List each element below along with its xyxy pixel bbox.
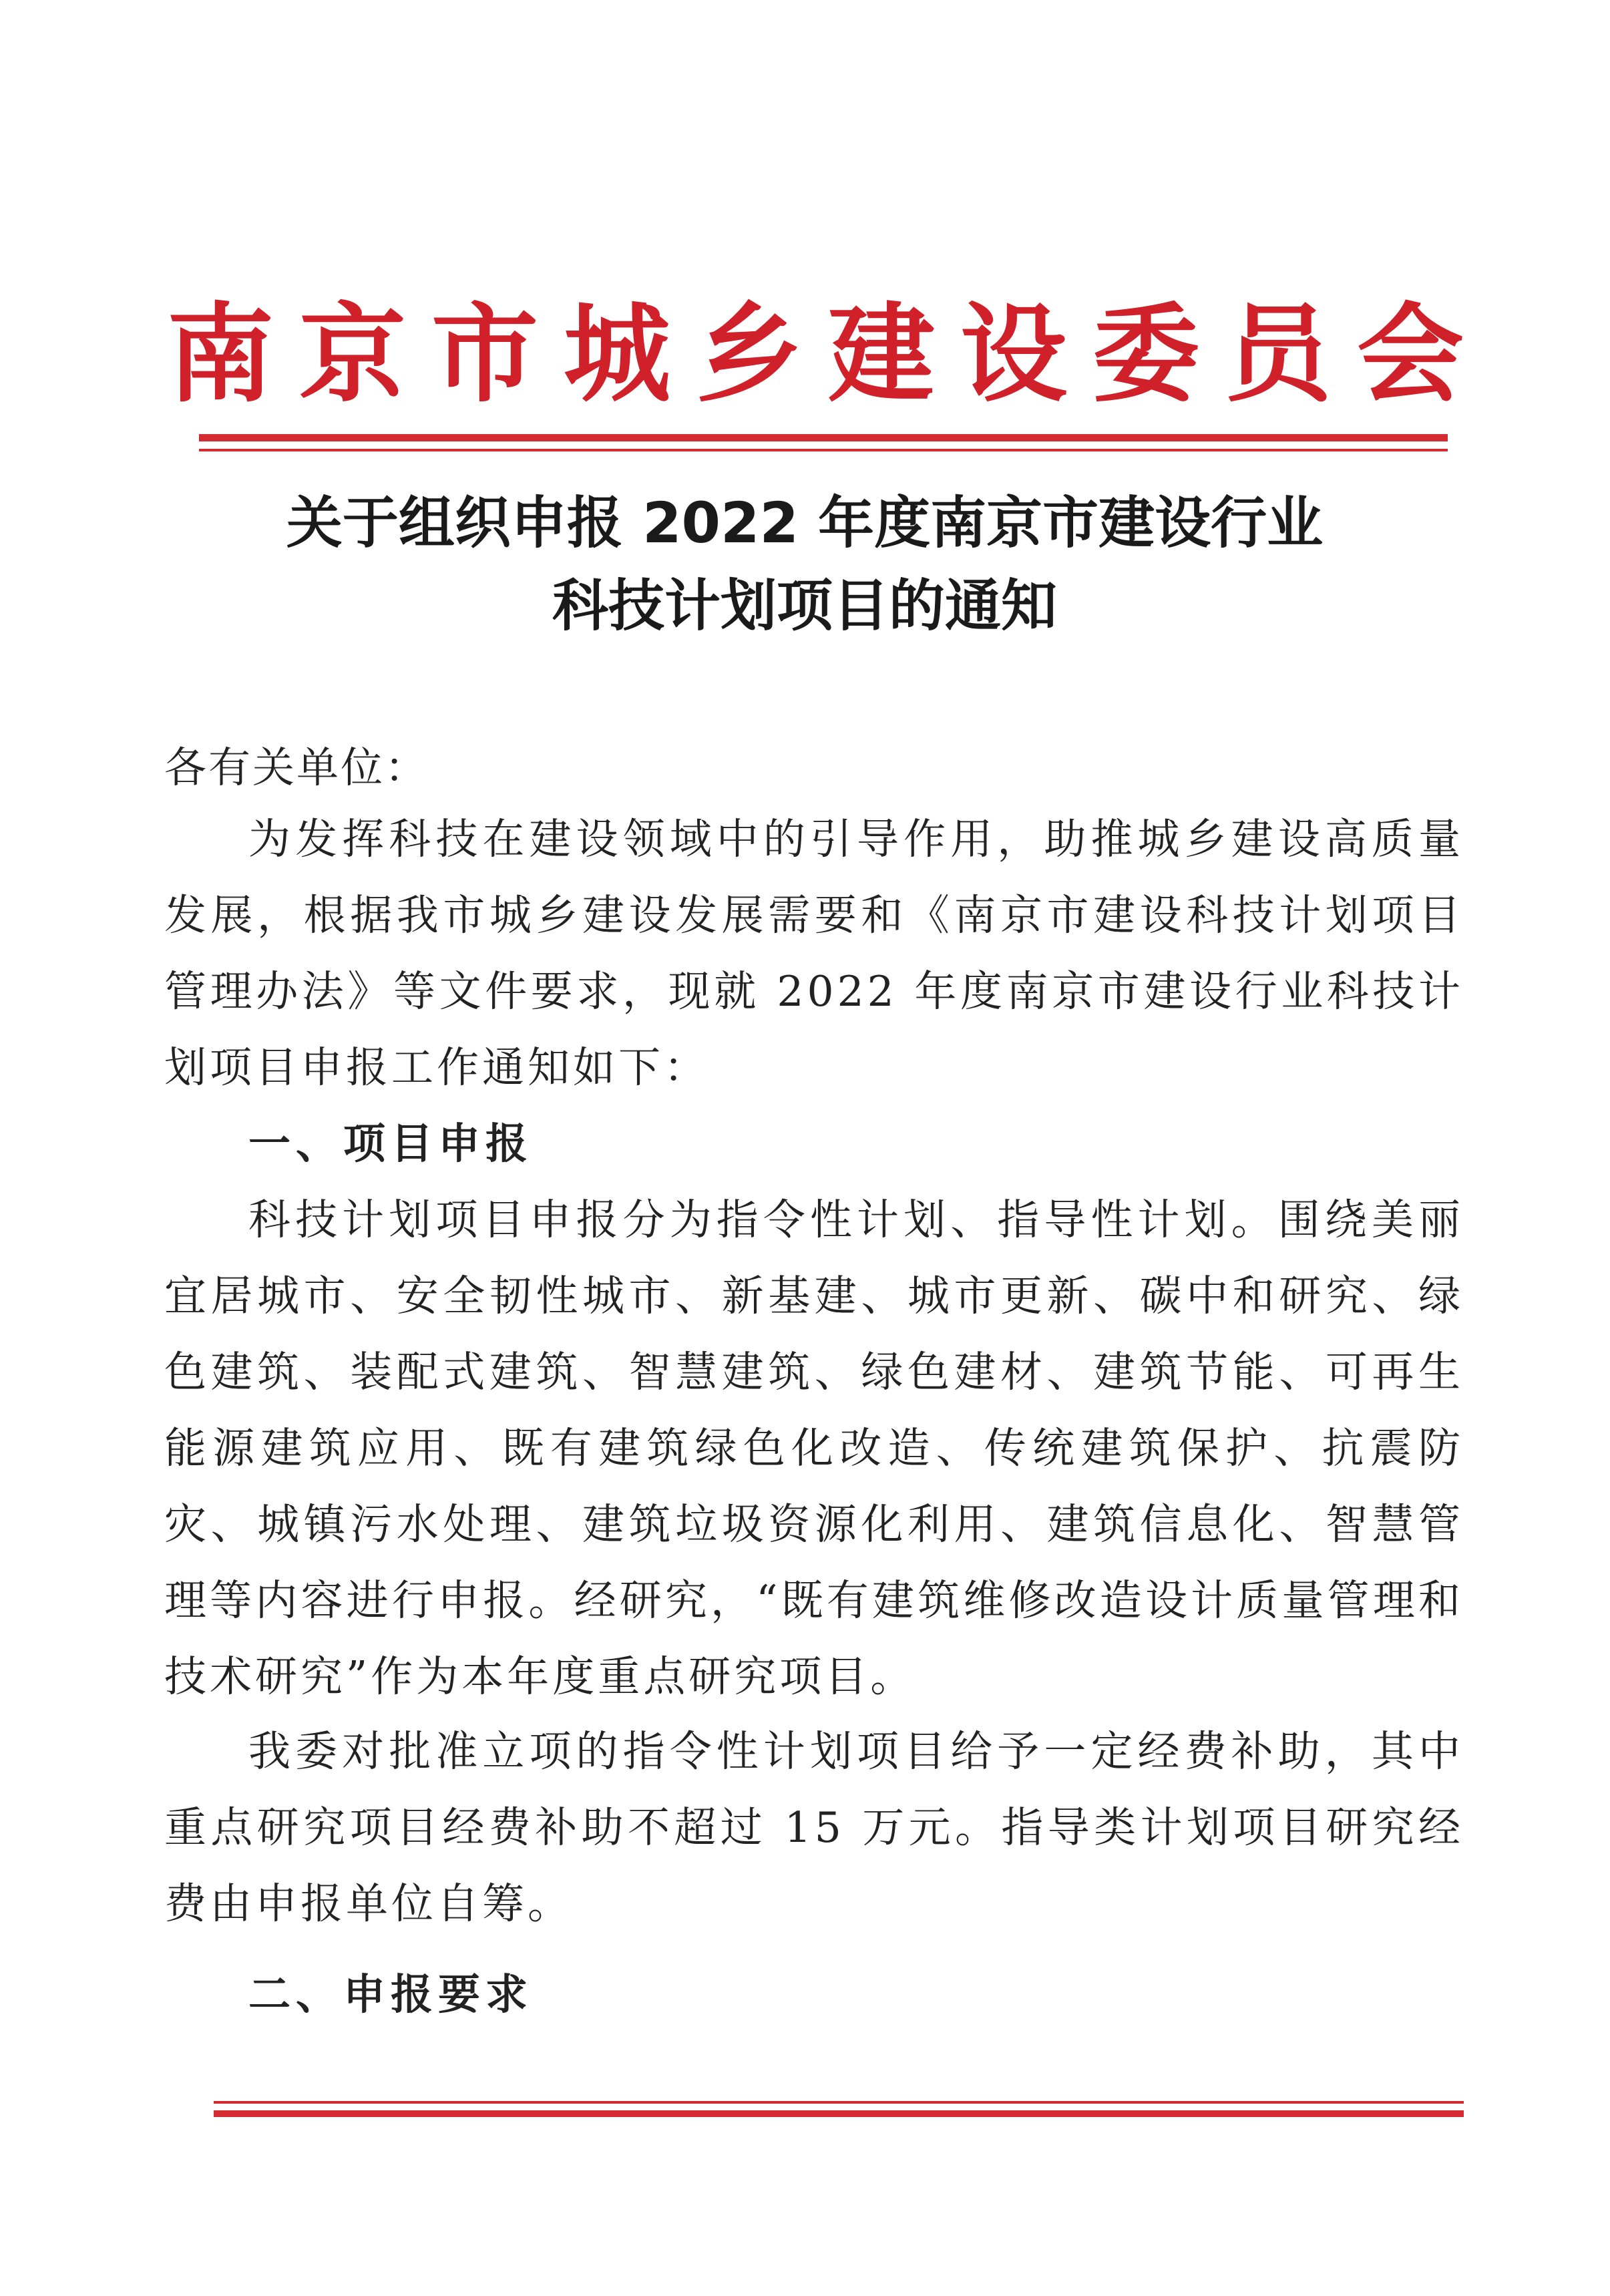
paragraph-intro: 为发挥科技在建设领域中的引导作用，助推城乡建设高质量发展，根据我市城乡建设发展需要和《南京市建设科技计划项目管理办法》等文件要求，现就 2022 年度南京市建设行业科技计划项目申报工作通知如下： xyxy=(164,815,1464,1092)
footer-rule-thin xyxy=(214,2101,1464,2104)
footer-rule-thick xyxy=(214,2110,1464,2117)
section-heading-project-application: 一、项目申报 xyxy=(248,1119,533,1168)
notice-title-line-2: 科技计划项目的通知 xyxy=(552,573,1057,638)
letterhead-rule-thick xyxy=(199,434,1448,441)
notice-title-line-1: 关于组织申报 2022 年度南京市建设行业 xyxy=(286,490,1324,556)
letterhead-rule-thin xyxy=(199,449,1448,451)
paragraph-funding: 我委对批准立项的指令性计划项目给予一定经费补助，其中重点研究项目经费补助不超过 15 万元。指导类计划项目研究经费由申报单位自筹。 xyxy=(164,1727,1464,1928)
salutation: 各有关单位： xyxy=(164,743,429,792)
paragraph-application-scope: 科技计划项目申报分为指令性计划、指导性计划。围绕美丽宜居城市、安全韧性城市、新基建、城市更新、碳中和研究、绿色建筑、装配式建筑、智慧建筑、绿色建材、建筑节能、可再生能源建筑应用、既有建筑绿色化改造、传统建筑保护、抗震防灾、城镇污水处理、建筑垃圾资源化利用、建筑信息化、智慧管理等内容进行申报。经研究，“既有建筑维修改造设计质量管理和技术研究”作为本年度重点研究项目。 xyxy=(164,1195,1464,1701)
section-heading-application-requirements: 二、申报要求 xyxy=(248,1970,533,2019)
letterhead-org-name: 南京市城乡建设委员会 xyxy=(167,291,1490,417)
